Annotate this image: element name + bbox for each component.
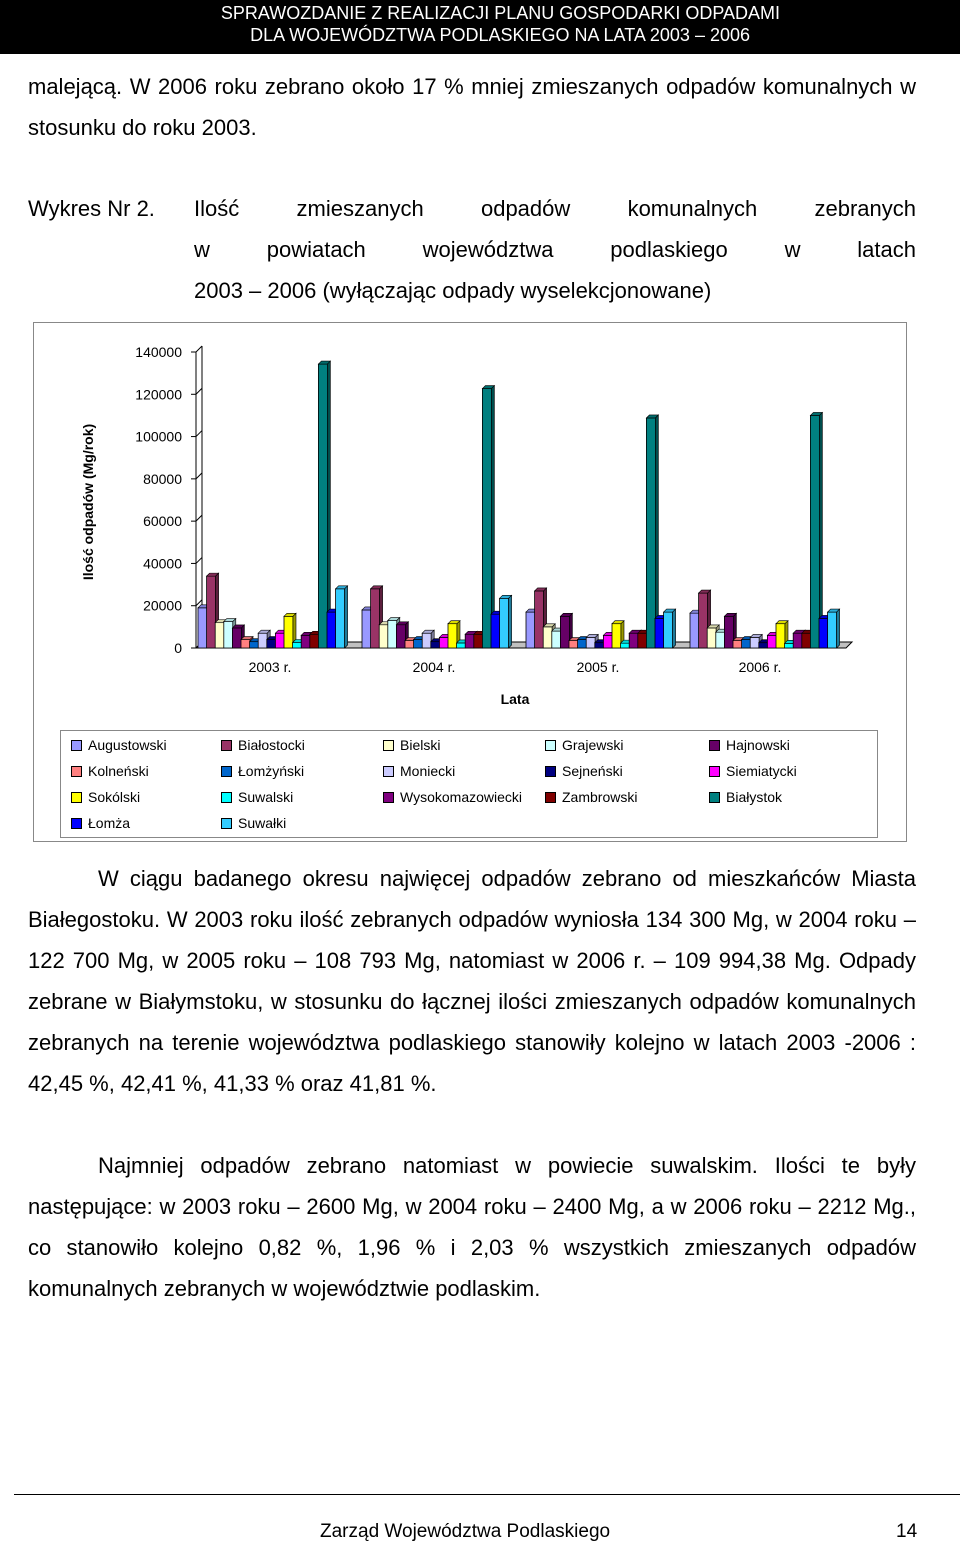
bar [526,612,535,648]
bar [388,621,397,648]
legend-swatch [71,792,82,803]
bar [707,628,716,648]
legend-swatch [545,740,556,751]
bar [612,624,621,648]
legend-item [71,789,140,805]
bar [802,633,811,648]
bar-side [673,609,676,648]
legend-item [545,763,623,779]
bar [560,616,569,648]
legend-swatch [383,792,394,803]
header-line-2: DLA WOJEWÓDZTWA PODLASKIEGO NA LATA 2003 – 2006 [250,25,750,45]
caption-line-2: w powiatach województwa podlaskiego w latach [194,237,916,262]
x-axis-title: Lata [500,691,530,707]
bar [535,591,544,648]
caption-line-1: Ilość zmieszanych odpadów komunalnych zebranych [194,196,916,221]
bar [482,389,491,648]
bar-side [491,386,494,648]
y-tick-label: 0 [174,640,182,656]
intro-paragraph: malejącą. W 2006 roku zebrano około 17 % mniej zmieszanych odpadów komunalnych w stosunku do roku 2003. [28,74,916,140]
y-tick-label: 80000 [143,470,182,487]
footer-text: Zarząd Województwa Podlaskiego [320,1521,611,1542]
y-tick-depth [196,431,202,437]
legend-item [383,763,455,779]
y-tick-label: 120000 [135,386,182,403]
bar-side [837,609,840,648]
bar [733,641,742,648]
bar [379,625,388,648]
y-tick-label: 40000 [143,555,182,572]
legend-item [221,763,304,779]
y-tick-depth [196,388,202,394]
bar [543,627,552,648]
bar [301,635,310,648]
legend-label: Augustowski [88,737,167,753]
legend-item [709,789,782,805]
bar [759,643,768,648]
bar [457,643,466,648]
legend-swatch [221,818,232,829]
x-tick-label: 2003 r. [248,659,292,675]
figure-label: Wykres Nr 2. [28,196,155,221]
bar [819,618,828,648]
y-axis-title: Ilość odpadów (Mg/rok) [80,423,96,581]
legend-label: Moniecki [400,763,456,779]
legend-label: Białostocki [238,737,305,753]
bar [828,612,837,648]
bar [327,612,336,648]
legend-swatch [221,792,232,803]
legend-label: Wysokomazowiecki [400,789,523,805]
legend-label: Grajewski [562,737,624,753]
legend-swatch [383,740,394,751]
legend-swatch [71,740,82,751]
x-tick-label: 2006 r. [738,659,782,675]
y-tick-depth [196,346,202,352]
bar [724,616,733,648]
bar [422,633,431,648]
bar-side [327,361,330,648]
bar [232,628,241,648]
header-line-1: SPRAWOZDANIE Z REALIZACJI PLANU GOSPODARKI ODPADAMI [220,3,780,23]
paragraph-1-text: W ciągu badanego okresu najwięcej odpadów zebrano od mieszkańców Miasta Białegostoku. W 2003 roku ilość zebranych odpadów wyniosła 134 300 Mg, w 2004 roku – 122 700 Mg, w 2005 roku – 108 793 Mg, natomiast w 2006 r. – 109 994,38 Mg. Odpady zebrane w Białymstoku, w stosunku do łącznej ilości zmieszanych odpadów komunalnych zebranych na terenie województwa podlaskiego stanowiły kolejno w latach 2003 -2006 : 42,45 %, 42,41 %, 41,33 % oraz 41,81 %. [28,866,916,1096]
bar [716,632,725,648]
legend-swatch [709,792,720,803]
bar [284,616,293,648]
legend-swatch [221,740,232,751]
legend-item [221,815,286,831]
legend-swatch [545,792,556,803]
caption-line-3: 2003 – 2006 (wyłączając odpady wyselekcjonowane) [194,278,712,303]
bar [621,643,630,648]
legend-item [709,763,797,779]
bar-side [509,595,512,648]
bar [785,643,794,648]
legend-swatch [71,766,82,777]
bar [396,625,405,648]
bar [371,589,380,648]
bar-side [655,415,658,648]
chart-back-wall [202,346,852,642]
bar [552,631,561,648]
bar [414,640,423,648]
legend-label: Sokólski [88,789,141,805]
bar [431,642,440,648]
legend-swatch [545,766,556,777]
legend-swatch [221,766,232,777]
legend-item [545,737,623,753]
legend-swatch [709,740,720,751]
legend-label: Łomża [88,815,131,831]
legend-label: Siemiatycki [726,763,797,779]
bar [776,624,785,648]
bar [569,641,578,648]
bar [767,635,776,648]
bar [293,643,302,648]
legend-item [71,737,167,753]
footer-divider [14,1494,960,1495]
legend-item [383,737,440,753]
bar [258,633,267,648]
bar [448,624,457,648]
legend-swatch [709,766,720,777]
bar [646,418,655,648]
bar [699,593,708,648]
y-tick-label: 60000 [143,513,182,530]
legend-label: Zambrowski [562,789,638,805]
bar [310,634,319,648]
bar [318,364,327,648]
bar [241,640,250,648]
y-tick-depth [196,515,202,521]
bar [690,613,699,648]
bar [336,589,345,648]
bar [267,640,276,648]
y-tick-label: 100000 [135,428,182,445]
y-tick-depth [196,473,202,479]
bar [275,633,284,648]
legend-label: Suwalski [238,789,294,805]
paragraph-2 [28,1145,916,1309]
page-number: 14 [896,1521,918,1542]
legend-label: Bielski [400,737,441,753]
legend-item [709,737,790,753]
legend-label: Hajnowski [726,737,790,753]
bar [224,622,233,648]
bar [586,637,595,648]
bar [810,415,819,648]
bar [250,642,259,648]
bar [793,633,802,648]
bar [595,643,604,648]
legend-item [383,789,522,805]
legend-label: Sejneński [562,763,623,779]
bar [362,610,371,648]
bar [603,635,612,648]
y-tick-label: 140000 [135,344,182,360]
legend-item [71,815,130,831]
bar [664,612,673,648]
paragraph-1 [28,858,916,1104]
bar [474,634,483,648]
paragraph-2-text: Najmniej odpadów zebrano natomiast w powiecie suwalskim. Ilości te były następujące: w 2003 roku – 2600 Mg, w 2004 roku – 2400 Mg, a w 2006 roku – 2212 Mg., co stanowiło kolejno 0,82 %, 1,96 % i 2,03 % wszystkich zmieszanych odpadów komunalnych zebranych w województwie podlaskim. [28,1153,916,1301]
legend-label: Białystok [726,789,783,805]
bar [439,637,448,648]
legend-swatch [383,766,394,777]
bar [742,640,751,648]
legend-item [71,763,149,779]
y-tick-depth [196,557,202,563]
bar [198,608,207,648]
legend-label: Łomżyński [238,763,305,779]
legend-label: Kolneński [88,763,149,779]
bar [491,614,500,648]
x-tick-label: 2004 r. [412,659,456,675]
bar [629,633,638,648]
bar [500,598,509,648]
bar-side [345,586,348,648]
legend-item [545,789,637,805]
bar-side [819,412,822,648]
legend-item [221,789,293,805]
x-tick-label: 2005 r. [576,659,620,675]
bar [215,623,224,648]
bar [465,634,474,648]
bar [655,618,664,648]
bar [405,641,414,648]
legend-item [221,737,305,753]
legend-label: Suwałki [238,815,287,831]
chart-legend [60,730,878,838]
legend-swatch [71,818,82,829]
bar [638,633,647,648]
bar [578,640,587,648]
bar [207,576,216,648]
bar [750,637,759,648]
y-tick-label: 20000 [143,597,182,614]
